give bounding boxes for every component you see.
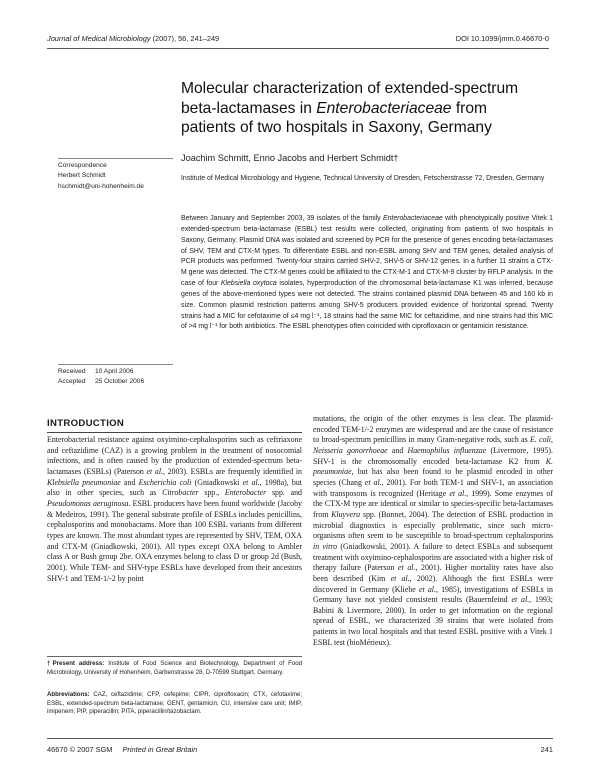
correspondence [58, 161, 173, 192]
intro-rule [47, 432, 302, 433]
section-heading-introduction: INTRODUCTION [47, 418, 125, 429]
abstract [181, 214, 553, 333]
doi: DOI 10.1099/jmm.0.46670-0 [455, 34, 549, 43]
title-line-3: patients of two hospitals in Saxony, Germany [181, 119, 492, 136]
correspondence-name: Herbert Schmidt [58, 172, 106, 180]
correspondence-email[interactable]: hschmidt@uni-hohenheim.de [58, 182, 144, 190]
footnote-present-address: †Present address: Institute of Food Science and Biotechnology, Department of Food Microbiology, University of Hohenheim, Garbenstrasse 28, D-70599 Stuttgart, Germany. [47, 660, 302, 676]
intro-paragraph-left: Enterobacterial resistance against oxyimino-cephalosporins such as ceftriaxone and ceftazidime (CAZ) is a growing problem in the treatment of nosocomial infections, and is often caused by the production of extended-spectrum beta-lactamases (ESBLs) (Paterson et al., 2003). ESBLs are frequently identified in Klebsiella pneumoniae and Escherichia coli (Gniadkowski et al., 1998a), but also in other species, such as Citrobacter spp., Enterobacter spp. and Pseudomonas aeruginosa. ESBL producers have been found worldwide (Jacoby & Medeiros, 1991). The general substrate profile of ESBLs includes penicillins, cephalosporins and monobactams. More than 100 ESBL variants from different types are known. The most abundant types are represented by SHV, TEM, OXA and CTX-M (Gniadkowski, 2001). All types except OXA belong to Ambler class A or Bush group 2be. OXA enzymes belong to class D or group 2d (Bush, 2001). While TEM- and SHV-type ESBLs have developed from their ancestors SHV-1 and TEM-1/-2 by point [47, 435, 303, 583]
running-header [47, 34, 549, 43]
correspondence-label: Correspondence [58, 162, 107, 169]
title-line-2: beta-lactamases in Enterobacteriaceae from [181, 99, 488, 117]
citation: (2007), 56, 241–249 [152, 34, 220, 43]
footer-printed: Printed in Great Britain [122, 745, 198, 754]
correspondence-rule [58, 158, 173, 159]
footer-left [47, 745, 197, 754]
abstract-text: Between January and September 2003, 39 isolates of the family Enterobacteriaceae with phenotypically positive Vitek 1 extended-spectrum beta-lactamase (ESBL) test results were collected, originating from patients of two hospitals in Saxony, Germany. Plasmid DNA was isolated and screened by PCR for the presence of genes encoding beta-lactamases of SHV, TEM and CTX-M types. To differentiate ESBL and non-ESBL among SHV and TEM genes, detailed analysis of PCR products was performed. Twenty-four strains carried SHV-2, SHV-5 or SHV-12 genes. In a further 11 strains a CTX-M gene was detected. The CTX-M genes could be affiliated to the CTX-M-1 and CTX-M-9 cluster by RFLP analysis. In the case of four Klebsiella oxytoca isolates, hyperproduction of the chromosomal beta-lactamase K1 was inferred, because genes of the above-mentioned types were not detected. The strains contained plasmid DNA between 45 and 160 kb in size. Common plasmid restriction patterns among SHV-5 producers provided evidence of horizontal spread. Twenty strains had a MIC for cefotaxime of ≤4 mg l⁻¹, 18 strains had the same MIC for ceftazidime, and nine strains had this MIC of >4 mg l⁻¹ for both antibiotics. The ESBL phenotypes often coincided with ciprofloxacin or gentamicin resistance. [181, 215, 553, 331]
dates-rule [58, 364, 173, 365]
header-rule [47, 48, 549, 49]
authors: Joachim Schmitt, Enno Jacobs and Herbert Schmidt† [181, 153, 399, 163]
footnote-abbreviations: Abbreviations: CAZ, ceftazidime; CFP, cefepime; CIPR, ciprofloxacin; CTX, cefotaxime; ESBL, extended-spectrum beta-lactamase; GENT, gentamicin; CU, intensive care unit; IMIP, imipenem; PIP, piperacillin; PITA, piperacillin/tazobactam. [47, 691, 302, 716]
dates [58, 367, 178, 388]
intro-paragraph-right: mutations, the origin of the other enzymes is less clear. The plasmid-encoded TEM-1/-2 enzymes are widespread and are the cause of resistance to broad-spectrum penicillins in many Gram-negative rods, such as E. coli, Neisseria gonorrhoeae and Haemophilus influenzae (Livermore, 1995). SHV-1 is the chromosomally encoded beta-lactamase K2 from K. pneumoniae, but has also been found to be plasmid encoded in other species (Chang et al., 2001). For both TEM-1 and SHV-1, an association with transposons is recognized (Heritage et al., 1999). Some enzymes of the CTX-M type are identical or similar to species-specific beta-lactamases from Kluyvera spp. (Bonnet, 2004). The detection of ESBL production in microbial diagnostics is especially problematic, since such micro-organisms often seem to be susceptible to broad-spectrum cephalosporins in vitro (Gniadkowski, 2001). A failure to detect ESBLs and subsequent treatment with oxyimino-cephalosporins are associated with a higher risk of therapy failure (Paterson et al., 2001). Higher mortality rates have also been described (Kim et al., 2002). Although the first ESBLs were discovered in Germany (Kliebe et al., 1985), investigations of ESBLs in Germany have not yielded consistent results (Bauernfeind et al., 1993; Babini & Livermore, 2000). In order to get information on the regional spread of ESBL, we characterized 39 strains that were isolated from patients in two local hospitals and that tested ESBL positive with a Vitek 1 ESBL test (bioMérieux). [313, 414, 554, 647]
journal-citation [47, 34, 219, 43]
footnote-rule [47, 656, 302, 657]
intro-column-right [313, 414, 553, 648]
affiliation: Institute of Medical Microbiology and Hygiene, Technical University of Dresden, Fetscherstrasse 72, Dresden, Germany [181, 175, 545, 182]
page-number: 241 [540, 745, 553, 754]
footer-id: 46670 © 2007 SGM [47, 745, 113, 754]
page-footer [47, 745, 553, 754]
accepted-row: Accepted 25 October 2006 [58, 378, 145, 386]
intro-column-left [47, 435, 302, 584]
title-line-1: Molecular characterization of extended-spectrum [181, 80, 519, 97]
footer-rule [47, 738, 553, 739]
journal-name: Journal of Medical Microbiology [47, 34, 151, 43]
received-row: Received 10 April 2006 [58, 368, 134, 375]
article-title [181, 79, 551, 138]
